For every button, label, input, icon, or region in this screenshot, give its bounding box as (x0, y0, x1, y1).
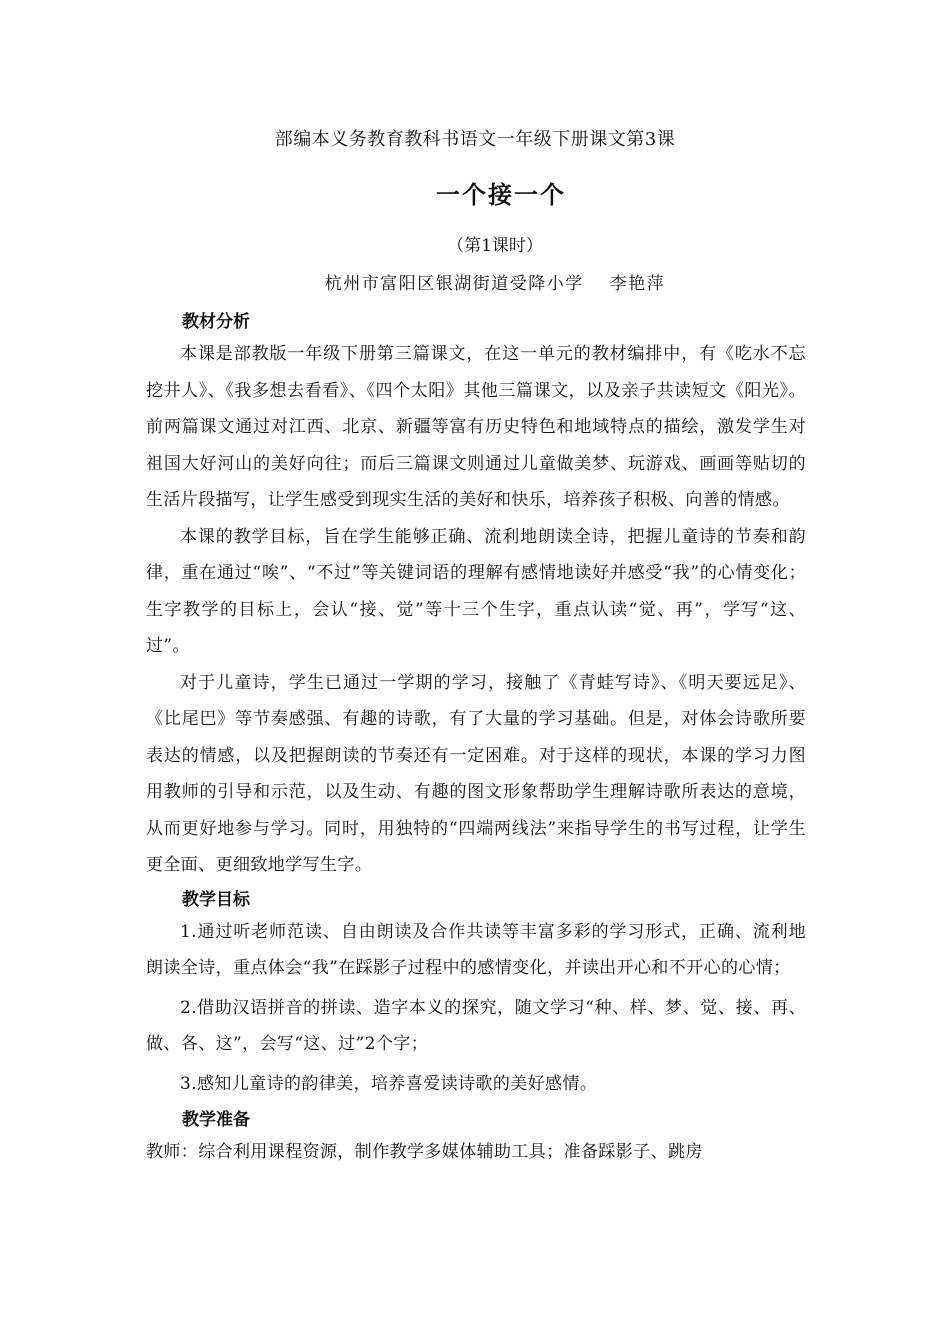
author-name: 李艳萍 (609, 274, 666, 294)
section-heading-analysis: 教材分析 (182, 312, 250, 332)
preparation-text: 教师：综合利用课程资源，制作教学多媒体辅助工具；准备踩影子、跳房 (146, 1141, 703, 1162)
analysis-paragraph: 本课是部教版一年级下册第三篇课文，在这一单元的教材编排中，有《吃水不忘挖井人》、《我多想去看看》、《四个太阳》其他三篇课文，以及亲子共读短文《阳光》。前两篇课文通过对江西、北京、新疆等富有历史特色和地域特点的描绘，激发学生对祖国大好河山的美好向往；而后三篇课文则通过儿童做美梦、玩游戏、画画等贴切的生活片段描写，让学生感受到现实生活的美好和快乐，培养孩子积极、向善的情感。 (146, 344, 806, 510)
author-school: 杭州市富阳区银湖街道受降小学 (324, 274, 584, 294)
goal-item: 2.借助汉语拼音的拼读、造字本义的探究，随文学习“种、样、梦、觉、接、再、做、各、这”，会写“这、过”2个字； (146, 997, 806, 1054)
author-line (0, 272, 950, 296)
document-body (146, 306, 806, 1170)
analysis-paragraph: 对于儿童诗，学生已通过一学期的学习，接触了《青蛙写诗》、《明天要远足》、《比尾巴》等节奏感强、有趣的诗歌，有了大量的学习基础。但是，对体会诗歌所要表达的情感，以及把握朗读的节奏还有一定困难。对于这样的现状，本课的学习力图用教师的引导和示范，以及生动、有趣的图文形象帮助学生理解诗歌所表达的意境，从而更好地参与学习。同时，用独特的“四端两线法”来指导学生的书写过程，让学生更全面、更细致地学写生字。 (146, 672, 806, 875)
goal-item: 1.通过听老师范读、自由朗读及合作共读等丰富多彩的学习形式，正确、流利地朗读全诗，重点体会“我”在踩影子过程中的感情变化，并读出开心和不开心的心情； (146, 921, 806, 978)
section-heading-preparation: 教学准备 (182, 1109, 250, 1130)
goal-item: 3.感知儿童诗的韵律美，培养喜爱读诗歌的美好感情。 (180, 1073, 598, 1094)
section-heading-goals: 教学目标 (182, 889, 250, 910)
lesson-number: （第1课时） (447, 236, 543, 256)
page-title: 一个接一个 (436, 180, 566, 209)
analysis-paragraph: 本课的教学目标，旨在学生能够正确、流利地朗读全诗，把握儿童诗的节奏和韵律，重在通过“唉”、“不过”等关键词语的理解有感情地读好并感受“我”的心情变化；生字教学的目标上，会认“接、觉”等十三个生字，重点认读“觉、再”，学写“这、过”。 (146, 526, 806, 656)
textbook-header: 部编本义务教育教科书语文一年级下册课文第3课 (274, 129, 676, 150)
